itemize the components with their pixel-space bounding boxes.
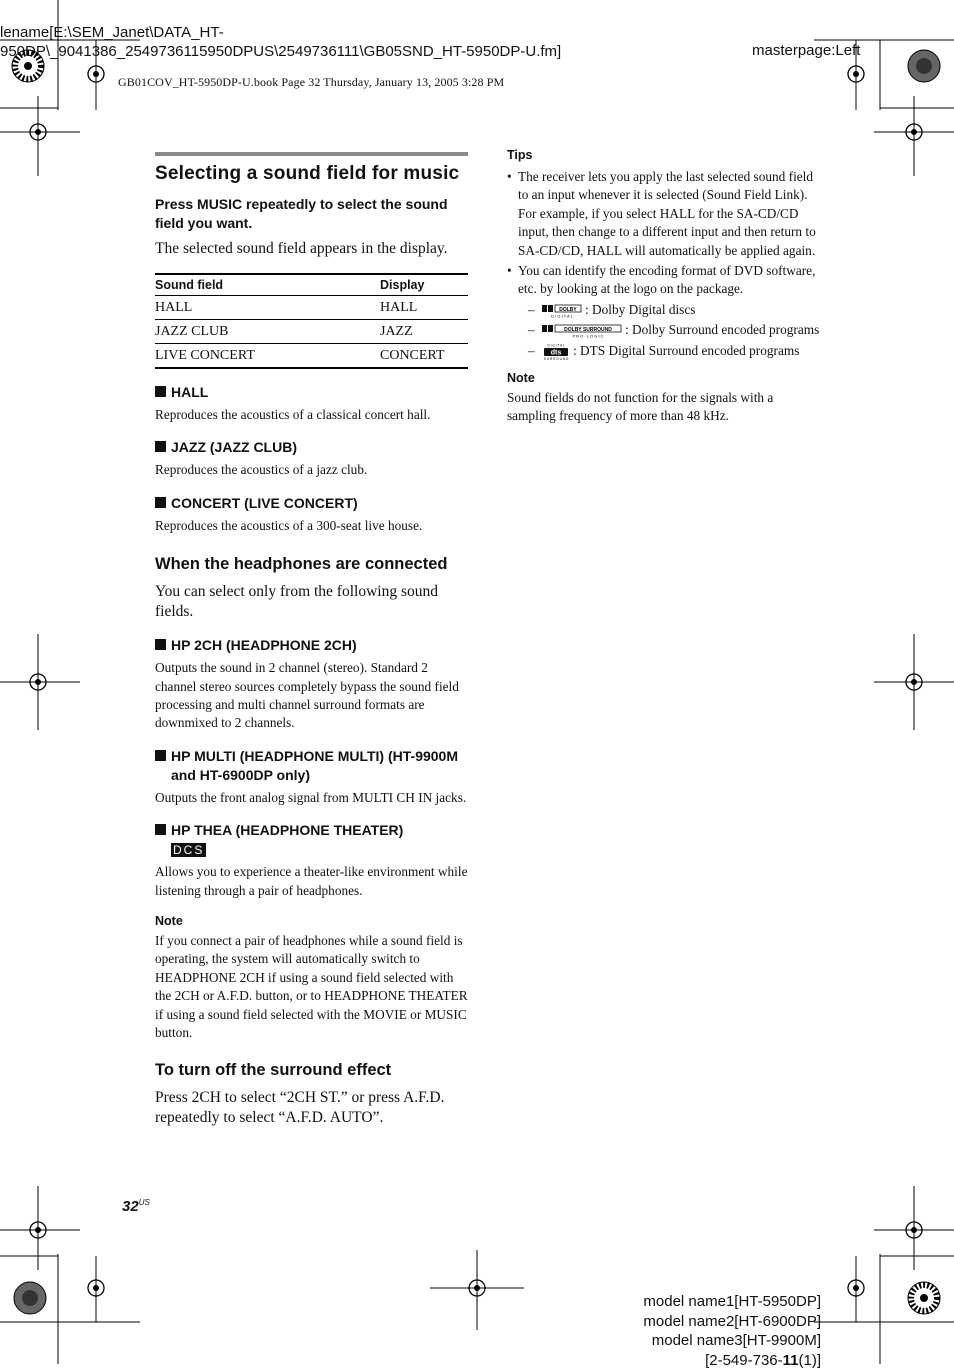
mode-description: Reproduces the acoustics of a classical concert hall. (155, 406, 468, 424)
note-heading: Note (155, 914, 468, 928)
column-header-sound-field: Sound field (155, 274, 380, 296)
surround-off-text: Press 2CH to select “2CH ST.” or press A.F.D. repeatedly to select “A.F.D. AUTO”. (155, 1088, 468, 1128)
table-cell: HALL (155, 296, 380, 320)
intro-text: The selected sound field appears in the display. (155, 239, 468, 259)
mode-description: Outputs the sound in 2 channel (stereo). Standard 2 channel stereo sources completely bypass the sound field processing and multi channel surround formats are downmixed to 2 channels. (155, 659, 468, 733)
tips-list (507, 168, 821, 361)
table-row (155, 344, 468, 369)
mode-heading-text: HP MULTI (HEADPHONE MULTI) (HT-9900M and HT-6900DP only) (171, 748, 458, 783)
square-bullet-icon (155, 750, 166, 761)
masterpage-label: masterpage:Left (752, 42, 860, 59)
list-item: – DOLBY SURROUND P R O · L O G I C : Dolby Surround encoded programs (518, 321, 821, 339)
mode-description: Outputs the front analog signal from MULTI CH IN jacks. (155, 789, 468, 807)
table-cell: JAZZ (380, 320, 468, 344)
mode-heading-hall (155, 383, 468, 402)
filename-header (0, 23, 640, 61)
square-bullet-icon (155, 497, 166, 508)
model-name-1: model name1[HT-5950DP] (643, 1292, 821, 1312)
logo-text: D I G I T A L (547, 343, 564, 347)
page-number-suffix: US (139, 1198, 150, 1207)
mode-heading-text: HP 2CH (HEADPHONE 2CH) (171, 637, 357, 653)
list-item: – D I G I T A L dts S U R R O U N D : DTS Digital Surround encoded programs (518, 342, 821, 361)
filename-line-1: lename[E:\SEM_Janet\DATA_HT- (0, 23, 640, 42)
page-number (122, 1198, 150, 1215)
part-number-suffix: (1)] (799, 1352, 822, 1369)
mode-heading-jazz (155, 438, 468, 457)
section-title: Selecting a sound field for music (155, 162, 468, 185)
mode-description: Reproduces the acoustics of a jazz club. (155, 461, 468, 479)
tip-text: The receiver lets you apply the last selected sound field to an input whenever it is selected (Sound Field Link). For example, if you select HALL for the SA-CD/CD input, then change to a different input and then return to SA-CD/CD, HALL will automatically be applied again. (518, 169, 816, 258)
mode-heading-text: HALL (171, 384, 208, 400)
logo-text: DOLBY (559, 307, 577, 313)
tip-text: You can identify the encoding format of DVD software, etc. by looking at the logo on the package. (518, 263, 815, 296)
table-cell: CONCERT (380, 344, 468, 369)
model-names (643, 1292, 821, 1370)
book-info-line: GB01COV_HT-5950DP-U.book Page 32 Thursday, January 13, 2005 3:28 PM (118, 75, 504, 90)
headphones-subheading: When the headphones are connected (155, 553, 468, 576)
dolby-digital-logo-icon (542, 304, 582, 318)
part-number (643, 1351, 821, 1370)
mode-description: Reproduces the acoustics of a 300-seat live house. (155, 517, 468, 535)
mode-heading-text: HP THEA (HEADPHONE THEATER) (171, 822, 403, 838)
mode-heading-hp-multi (155, 747, 468, 785)
table-cell: LIVE CONCERT (155, 344, 380, 369)
list-item: • You can identify the encoding format of DVD software, etc. by looking at the logo on the package. – DOLBY D I G I T A L : Dolby Digital discs – DOLBY SURROUND P R O · L O G I C : Dolby Surround encoded programs – D I G I T A L dts S U R R O U N D : DTS Digital Surround encoded programs (507, 262, 821, 361)
column-header-display: Display (380, 274, 468, 296)
dcs-badge: DCS (171, 843, 206, 857)
tips-heading: Tips (507, 148, 821, 162)
part-number-bold: 11 (783, 1352, 799, 1369)
table-row (155, 320, 468, 344)
right-column (507, 148, 821, 425)
left-column (155, 152, 468, 1128)
model-name-2: model name2[HT-6900DP] (643, 1312, 821, 1332)
logo-text: S U R R O U N D (544, 357, 569, 361)
list-item: • The receiver lets you apply the last selected sound field to an input whenever it is selected (Sound Field Link). For example, if you select HALL for the SA-CD/CD input, then change to a different input and then return to SA-CD/CD, HALL will automatically be applied again. (507, 168, 821, 260)
square-bullet-icon (155, 386, 166, 397)
table-row (155, 296, 468, 320)
table-cell: JAZZ CLUB (155, 320, 380, 344)
mode-heading-text: CONCERT (LIVE CONCERT) (171, 495, 358, 511)
logo-text: DOLBY SURROUND (564, 327, 612, 333)
format-text: : Dolby Digital discs (585, 302, 695, 317)
format-text: : DTS Digital Surround encoded programs (573, 343, 799, 358)
sound-field-table (155, 273, 468, 369)
headphones-intro: You can select only from the following sound fields. (155, 582, 468, 622)
square-bullet-icon (155, 824, 166, 835)
table-cell: HALL (380, 296, 468, 320)
surround-off-subheading: To turn off the surround effect (155, 1059, 468, 1082)
dts-logo-icon (542, 343, 570, 361)
section-rule (155, 152, 468, 156)
square-bullet-icon (155, 441, 166, 452)
table-header-row (155, 274, 468, 296)
square-bullet-icon (155, 639, 166, 650)
mode-description: Allows you to experience a theater-like environment while listening through a pair of headphones. (155, 863, 468, 900)
page-number-value: 32 (122, 1198, 139, 1215)
instruction-press: Press MUSIC repeatedly to select the sound field you want. (155, 195, 468, 233)
mode-heading-hp-thea (155, 821, 468, 859)
dolby-surround-logo-icon (542, 324, 622, 338)
logo-text: P R O · L O G I C (572, 334, 603, 339)
list-item: – DOLBY D I G I T A L : Dolby Digital discs (518, 301, 821, 319)
format-text: : Dolby Surround encoded programs (625, 322, 819, 337)
mode-heading-hp-2ch (155, 636, 468, 655)
logo-text: D I G I T A L (551, 313, 573, 318)
format-list (518, 301, 821, 361)
note-text: Sound fields do not function for the signals with a sampling frequency of more than 48 kHz. (507, 389, 821, 426)
model-name-3: model name3[HT-9900M] (643, 1331, 821, 1351)
mode-heading-concert (155, 494, 468, 513)
logo-text: dts (551, 349, 562, 356)
filename-line-2: 950DP\_9041386_2549736115950DPUS\2549736111\GB05SND_HT-5950DP-U.fm] (0, 42, 640, 61)
note-text: If you connect a pair of headphones while a sound field is operating, the system will automatically switch to HEADPHONE 2CH if using a sound field selected with the 2CH or A.F.D. button, or to HEADPHONE THEATER if using a sound field selected with the MOVIE or MUSIC button. (155, 932, 468, 1042)
note-heading: Note (507, 371, 821, 385)
part-number-prefix: [2-549-736- (705, 1352, 783, 1369)
mode-heading-text: JAZZ (JAZZ CLUB) (171, 439, 297, 455)
